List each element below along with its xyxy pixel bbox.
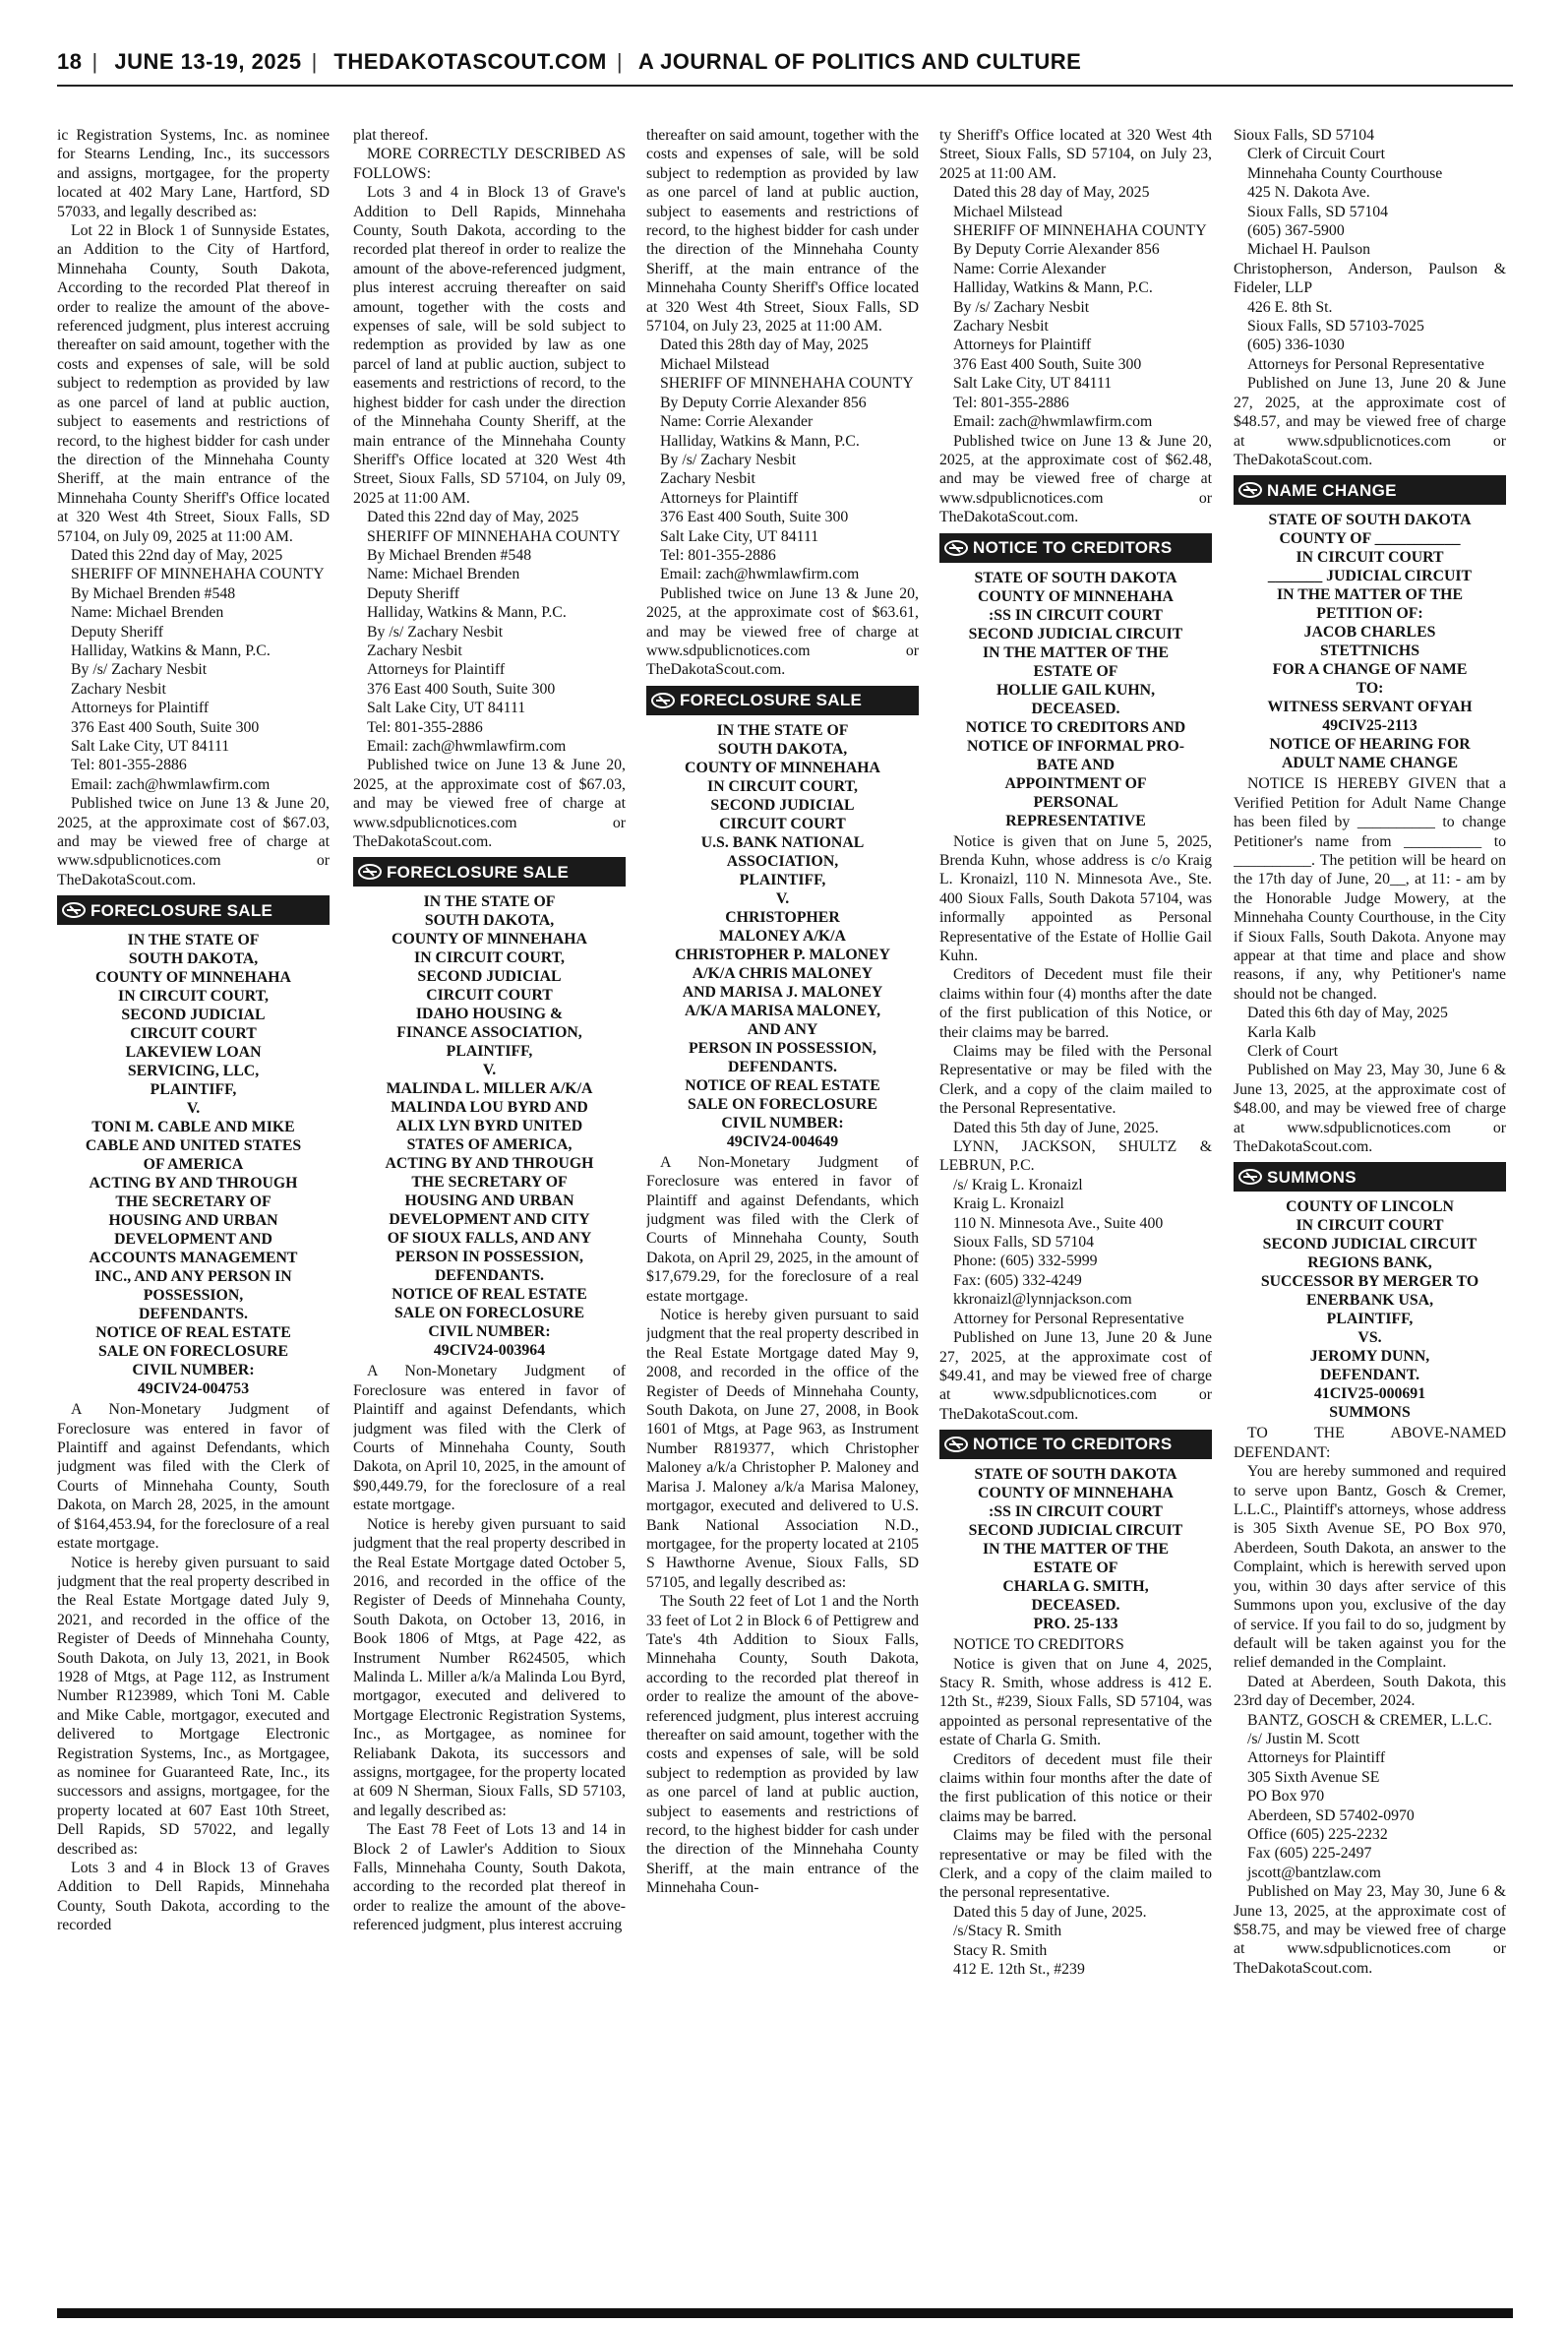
- caption-line: SERVICING, LLC,: [127, 1063, 260, 1080]
- caption-line: CIVIL NUMBER:: [132, 1362, 255, 1379]
- notice-paragraph: Christopherson, Anderson, Paulson & Fideler, LLP: [1234, 260, 1506, 297]
- caption-line: V.: [775, 889, 790, 907]
- caption-line: DECEASED.: [1031, 700, 1120, 717]
- notice-paragraph: Tel: 801-355-2886: [367, 718, 483, 736]
- caption-line: CIRCUIT COURT: [426, 987, 553, 1005]
- caption-line: IN CIRCUIT COURT,: [118, 988, 269, 1006]
- caption-line: ASSOCIATION,: [726, 852, 839, 870]
- section-banner-label: SUMMONS: [1267, 1167, 1357, 1187]
- caption-line: REGIONS BANK,: [1307, 1254, 1432, 1272]
- notice-paragraph: PO Box 970: [1247, 1788, 1325, 1805]
- notice-paragraph: MORE CORRECTLY DESCRIBED AS FOLLOWS:: [353, 146, 626, 182]
- caption-line: HOUSING AND URBAN: [108, 1212, 278, 1230]
- notice-paragraph: Office (605) 225-2232: [1247, 1825, 1388, 1843]
- notice-paragraph: Dated at Aberdeen, South Dakota, this 23rd day of December, 2024.: [1234, 1673, 1506, 1710]
- caption-line: IDAHO HOUSING &: [415, 1006, 564, 1023]
- caption-line: IN CIRCUIT COURT: [1296, 549, 1444, 567]
- notice-paragraph: Published twice on June 13 & June 20, 2025, at the approximate cost of $62.48, and may be viewed free of charge at www.sdpublicnotices.com or TheDakotaScout.com.: [939, 432, 1212, 526]
- caption-line: LAKEVIEW LOAN: [125, 1044, 262, 1062]
- caption-line: PERSON IN POSSESSION,: [689, 1039, 876, 1057]
- notice-paragraph: Published on May 23, May 30, June 6 & June 13, 2025, at the approximate cost of $48.00, and may be viewed free of charge at www.sdpublicnotices.com or TheDakotaScout.com.: [1234, 1062, 1506, 1156]
- notice-paragraph: Attorneys for Plaintiff: [660, 489, 799, 507]
- notice-paragraph: Name: Corrie Alexander: [660, 413, 814, 431]
- tagline: A JOURNAL OF POLITICS AND CULTURE: [637, 49, 1082, 74]
- caption-line: SALE ON FORECLOSURE: [97, 1343, 289, 1361]
- caption-line: POSSESSION,: [143, 1287, 244, 1305]
- notice-paragraph: Salt Lake City, UT 84111: [660, 527, 819, 545]
- caption-line: COUNTY OF MINNEHAHA: [392, 931, 587, 948]
- notice-paragraph: Email: zach@hwmlawfirm.com: [71, 775, 271, 793]
- notice-paragraph: 425 N. Dakota Ave.: [1247, 184, 1370, 202]
- caption-line: MALINDA L. MILLER A/K/A: [386, 1080, 593, 1098]
- caption-line: PLAINTIFF,: [446, 1043, 533, 1061]
- notice-paragraph: /s/Stacy R. Smith: [953, 1923, 1062, 1940]
- case-caption: [939, 569, 1212, 830]
- masthead: [57, 49, 1513, 85]
- caption-line: DECEASED.: [1031, 1597, 1120, 1615]
- notice-paragraph: Michael Milstead: [953, 203, 1062, 220]
- section-banner: [939, 533, 1212, 563]
- notice-paragraph: 426 E. 8th St.: [1247, 298, 1333, 316]
- caption-line: :SS IN CIRCUIT COURT: [989, 1503, 1163, 1521]
- caption-line: VS.: [1357, 1329, 1382, 1347]
- caption-line: FINANCE ASSOCIATION,: [396, 1024, 582, 1042]
- notice-paragraph: SHERIFF OF MINNEHAHA COUNTY: [953, 222, 1207, 240]
- caption-line: 41CIV25-000691: [1313, 1385, 1426, 1403]
- notice-paragraph: Attorneys for Personal Representative: [1247, 355, 1484, 373]
- caption-line: DEFENDANT.: [1319, 1367, 1420, 1384]
- notice-paragraph: /s/ Justin M. Scott: [1247, 1730, 1360, 1747]
- caption-line: SECOND JUDICIAL CIRCUIT: [968, 1522, 1183, 1540]
- notice-paragraph: By Deputy Corrie Alexander 856: [953, 241, 1160, 259]
- notice-paragraph: Name: Michael Brenden: [71, 604, 224, 622]
- notice-paragraph: Halliday, Watkins & Mann, P.C.: [367, 604, 567, 622]
- notice-paragraph: Tel: 801-355-2886: [660, 546, 776, 564]
- caption-line: CIVIL NUMBER:: [428, 1323, 551, 1341]
- caption-line: THE SECRETARY OF: [115, 1193, 271, 1211]
- caption-line: STETTNICHS: [1320, 642, 1419, 660]
- caption-line: PERSONAL: [1033, 793, 1118, 811]
- notice-paragraph: Dated this 28 day of May, 2025: [953, 184, 1150, 202]
- caption-line: PLAINTIFF,: [739, 871, 826, 888]
- caption-line: AND MARISA J. MALONEY: [682, 983, 883, 1001]
- case-caption: [353, 892, 626, 1360]
- notice-paragraph: By Deputy Corrie Alexander 856: [660, 394, 867, 411]
- caption-line: JEROMY DUNN,: [1309, 1348, 1430, 1366]
- caption-line: PLAINTIFF,: [150, 1081, 237, 1099]
- caption-line: ALIX LYN BYRD UNITED: [395, 1118, 583, 1135]
- caption-line: IN THE MATTER OF THE: [982, 643, 1169, 661]
- notice-paragraph: A Non-Monetary Judgment of Foreclosure was entered in favor of Plaintiff and against Defendants, which judgment was filed with the Clerk of Courts of Minnehaha County, South Dakota, on April 29, 2025, in the amount of $17,679.29, for the foreclosure of a real estate mortgage.: [646, 1153, 919, 1305]
- caption-line: 49CIV25-2113: [1322, 717, 1417, 735]
- notice-paragraph: 376 East 400 South, Suite 300: [367, 680, 556, 698]
- caption-line: ENERBANK USA,: [1305, 1292, 1434, 1310]
- notice-paragraph: Michael H. Paulson: [1247, 241, 1371, 259]
- caption-line: ACTING BY AND THROUGH: [385, 1155, 594, 1173]
- section-banner: [939, 1430, 1212, 1459]
- notice-paragraph: Deputy Sheriff: [367, 584, 460, 602]
- notice-paragraph: Minnehaha County Courthouse: [1247, 164, 1443, 182]
- caption-line: NOTICE OF REAL ESTATE: [685, 1076, 880, 1094]
- scout-logo-icon: [646, 686, 680, 715]
- notice-paragraph: Stacy R. Smith: [953, 1941, 1048, 1959]
- caption-line: OF AMERICA: [143, 1156, 244, 1174]
- caption-line: COUNTY OF ___________: [1279, 530, 1461, 548]
- notice-paragraph: Attorney for Personal Representative: [953, 1310, 1184, 1327]
- caption-line: IN THE STATE OF: [423, 893, 556, 911]
- caption-line: ACCOUNTS MANAGEMENT: [89, 1250, 298, 1267]
- notice-paragraph: The South 22 feet of Lot 1 and the North 33 feet of Lot 2 in Block 6 of Pettigrew and Tate's 4th Addition to Sioux Falls, Minnehaha County, South Dakota, according to the recorded plat thereof in order to realize the amount of the above-referenced judgment, plus interest accruing thereafter on said amount, together with the costs and expenses of sale, will be sold subject to redemption as provided by law as one parcel of land at public auction, subject to easements and restrictions of record, to the highest bidder for cash under the direction of the Minnehaha County Sheriff, at the main entrance of the Minnehaha Coun-: [646, 1593, 919, 1897]
- notice-paragraph: Phone: (605) 332-5999: [953, 1253, 1098, 1270]
- caption-line: NOTICE OF REAL ESTATE: [392, 1286, 587, 1304]
- notice-paragraph: Dated this 22nd day of May, 2025: [71, 546, 283, 564]
- notice-paragraph: The East 78 Feet of Lots 13 and 14 in Block 2 of Lawler's Addition to Sioux Falls, Minnehaha County, South Dakota, according to the recorded plat thereof in order to realize the amount of the above-referenced judgment, plus interest accruing: [353, 1821, 626, 1934]
- notice-paragraph: thereafter on said amount, together with the costs and expenses of sale, will be sold subject to redemption as provided by law as one parcel of land at public auction, subject to easements and restrictions of record, to the highest bidder for cash under the direction of the Minnehaha County Sheriff, at the main entrance of the Minnehaha County Sheriff's Office located at 320 West 4th Street, Sioux Falls, SD 57104, on July 23, 2025 at 11:00 AM.: [646, 127, 919, 336]
- section-banner-label: NOTICE TO CREDITORS: [973, 1435, 1173, 1454]
- caption-line: IN THE STATE OF: [127, 932, 260, 949]
- caption-line: CIVIL NUMBER:: [721, 1114, 844, 1132]
- caption-line: NOTICE OF INFORMAL PRO-: [966, 737, 1184, 755]
- notice-paragraph: NOTICE TO CREDITORS: [953, 1636, 1124, 1654]
- scout-logo-icon: [939, 1430, 973, 1459]
- caption-line: HOUSING AND URBAN: [404, 1193, 574, 1210]
- masthead-separator: |: [91, 49, 98, 74]
- notice-paragraph: SHERIFF OF MINNEHAHA COUNTY: [660, 375, 914, 393]
- notice-paragraph: By /s/ Zachary Nesbit: [71, 661, 208, 679]
- caption-line: DEFENDANTS.: [727, 1058, 838, 1075]
- case-caption: [646, 721, 919, 1151]
- notice-paragraph: Name: Corrie Alexander: [953, 260, 1107, 277]
- notice-paragraph: Fax: (605) 332-4249: [953, 1271, 1082, 1289]
- notice-paragraph: Aberdeen, SD 57402-0970: [1247, 1806, 1415, 1824]
- caption-line: _______ JUDICIAL CIRCUIT: [1267, 568, 1473, 585]
- caption-line: THE SECRETARY OF: [411, 1174, 568, 1192]
- notice-paragraph: Lot 22 in Block 1 of Sunnyside Estates, an Addition to the City of Hartford, Minnehaha County, South Dakota, According to the recorded Plat thereof in order to realize the amount of the above-referenced judgment, plus interest accruing thereafter on said amount, together with the costs and expenses of sale, will be sold subject to redemption as provided by law as one parcel of land at public auction, subject to easements and restrictions of record, to the highest bidder for cash under the direction of the Minnehaha County Sheriff, at the main entrance of the Minnehaha County Sheriff's Office located at 320 West 4th Street, Sioux Falls, SD 57104, on July 09, 2025 at 11:00 AM.: [57, 222, 330, 545]
- caption-line: CABLE AND UNITED STATES: [85, 1137, 302, 1155]
- notice-paragraph: Attorneys for Plaintiff: [367, 661, 506, 679]
- caption-line: TO:: [1356, 680, 1384, 698]
- caption-line: IN THE MATTER OF THE: [1276, 586, 1463, 604]
- notice-paragraph: 376 East 400 South, Suite 300: [953, 355, 1142, 373]
- caption-line: STATES OF AMERICA,: [406, 1136, 573, 1154]
- masthead-separator: |: [311, 49, 318, 74]
- notice-paragraph: /s/ Kraig L. Kronaizl: [953, 1176, 1083, 1193]
- notice-paragraph: TO THE ABOVE-NAMED DEFENDANT:: [1234, 1425, 1506, 1461]
- caption-line: REPRESENTATIVE: [1005, 812, 1146, 829]
- notice-paragraph: Clerk of Circuit Court: [1247, 146, 1385, 163]
- caption-line: IN CIRCUIT COURT: [1296, 1217, 1444, 1235]
- notice-paragraph: Notice is given that on June 4, 2025, Stacy R. Smith, whose address is 412 E. 12th St., #239, Sioux Falls, SD 57104, was appointed as personal representative of the estate of Charla G. Smith.: [939, 1655, 1212, 1749]
- notice-paragraph: A Non-Monetary Judgment of Foreclosure was entered in favor of Plaintiff and against Defendants, which judgment was filed with the Clerk of Courts of Minnehaha County, South Dakota, on April 10, 2025, in the amount of $90,449.79, for the foreclosure of a real estate mortgage.: [353, 1363, 626, 1514]
- column-1: [57, 126, 330, 2305]
- notice-paragraph: Lots 3 and 4 in Block 13 of Grave's Addition to Dell Rapids, Minnehaha County, South Dakota, according to the recorded plat thereof in order to realize the amount of the above-referenced judgment, plus interest accruing thereafter on said amount, together with the costs and expenses of sale, will be sold subject to redemption as provided by law as one parcel of land at public auction, subject to easements and restrictions of record, to the highest bidder for cash under the direction of the Minnehaha County Sheriff, at the main entrance of the Minnehaha County Sheriff's Office located at 320 West 4th Street, Sioux Falls, SD 57104, on July 09, 2025 at 11:00 AM.: [353, 184, 626, 507]
- caption-line: ESTATE OF: [1033, 1560, 1118, 1577]
- issue-date: JUNE 13-19, 2025: [114, 49, 302, 74]
- notice-paragraph: Dated this 22nd day of May, 2025: [367, 509, 579, 526]
- caption-line: SALE ON FORECLOSURE: [393, 1305, 585, 1322]
- section-banner: [646, 686, 919, 715]
- case-caption: [57, 931, 330, 1398]
- notice-paragraph: Halliday, Watkins & Mann, P.C.: [953, 279, 1153, 297]
- notice-paragraph: 376 East 400 South, Suite 300: [71, 718, 260, 736]
- notice-paragraph: kkronaizl@lynnjackson.com: [953, 1291, 1132, 1309]
- notice-paragraph: Lots 3 and 4 in Block 13 of Graves Addition to Dell Rapids, Minnehaha County, South Dakota, according to the recorded: [57, 1860, 330, 1934]
- scout-logo-icon: [1234, 1162, 1267, 1192]
- notice-paragraph: Email: zach@hwmlawfirm.com: [953, 413, 1153, 431]
- notice-paragraph: Published on June 13, June 20 & June 27, 2025, at the approximate cost of $48.57, and may be viewed free of charge at www.sdpublicnotices.com or TheDakotaScout.com.: [1234, 375, 1506, 468]
- caption-line: TONI M. CABLE AND MIKE: [91, 1119, 295, 1136]
- caption-line: IN CIRCUIT COURT,: [707, 777, 858, 795]
- caption-line: SUMMONS: [1329, 1404, 1411, 1422]
- notice-paragraph: You are hereby summoned and required to serve upon Bantz, Gosch & Cremer, L.L.C., Plaintiff's attorneys, whose address is 305 Sixth Avenue SE, PO Box 970, Aberdeen, South Dakota, an answer to the Complaint, which is herewith served upon you, within 30 days after service of this Summons upon you, exclusive of the day of service. If you fail to do so, judgment by default will be taken against you for the relief demanded in the Complaint.: [1234, 1463, 1506, 1672]
- caption-line: COUNTY OF LINCOLN: [1286, 1198, 1454, 1216]
- caption-line: MALINDA LOU BYRD AND: [391, 1099, 588, 1117]
- caption-line: CIRCUIT COURT: [130, 1025, 257, 1043]
- caption-line: FOR A CHANGE OF NAME: [1272, 661, 1468, 679]
- caption-line: COUNTY OF MINNEHAHA: [685, 759, 880, 776]
- notice-paragraph: Dated this 28th day of May, 2025: [660, 337, 869, 354]
- caption-line: WITNESS SERVANT OFYAH: [1267, 699, 1473, 716]
- notice-paragraph: Email: zach@hwmlawfirm.com: [367, 738, 567, 755]
- notice-paragraph: 412 E. 12th St., #239: [953, 1961, 1085, 1979]
- caption-line: COUNTY OF MINNEHAHA: [978, 1485, 1174, 1502]
- notice-paragraph: Salt Lake City, UT 84111: [953, 375, 1113, 393]
- notice-paragraph: 305 Sixth Avenue SE: [1247, 1768, 1380, 1786]
- caption-line: STATE OF SOUTH DAKOTA: [1268, 512, 1472, 529]
- caption-line: SECOND JUDICIAL: [710, 796, 855, 814]
- top-rule: [57, 85, 1513, 87]
- column-3: [646, 126, 919, 2305]
- notice-paragraph: Zachary Nesbit: [660, 470, 755, 488]
- notice-paragraph: Kraig L. Kronaizl: [953, 1195, 1064, 1213]
- notice-paragraph: Clerk of Court: [1247, 1043, 1339, 1060]
- section-banner: [1234, 1162, 1506, 1192]
- scout-logo-icon: [939, 533, 973, 563]
- case-caption: [1234, 511, 1506, 772]
- notice-paragraph: Halliday, Watkins & Mann, P.C.: [660, 432, 860, 450]
- notice-paragraph: ic Registration Systems, Inc. as nominee for Stearns Lending, Inc., its successors and assigns, mortgagee, for the property located at 402 Mary Lane, Hartford, SD 57033, and legally described as:: [57, 127, 330, 220]
- notice-paragraph: Claims may be filed with the personal representative or may be filed with the Clerk, and a copy of the claim mailed to the personal representative.: [939, 1827, 1212, 1902]
- caption-line: DEVELOPMENT AND CITY: [389, 1211, 590, 1229]
- notice-paragraph: Published twice on June 13 & June 20, 2025, at the approximate cost of $63.61, and may be viewed free of charge at www.sdpublicnotices.com or TheDakotaScout.com.: [646, 584, 919, 679]
- notice-paragraph: Published twice on June 13 & June 20, 2025, at the approximate cost of $67.03, and may be viewed free of charge at www.sdpublicnotices.com or TheDakotaScout.com.: [57, 795, 330, 888]
- notice-paragraph: SHERIFF OF MINNEHAHA COUNTY: [367, 527, 621, 545]
- notice-paragraph: Attorneys for Plaintiff: [1247, 1749, 1386, 1767]
- caption-line: SECOND JUDICIAL: [121, 1007, 266, 1024]
- section-banner: [353, 857, 626, 887]
- caption-line: PLAINTIFF,: [1326, 1311, 1414, 1328]
- notice-paragraph: By /s/ Zachary Nesbit: [367, 623, 504, 641]
- notice-paragraph: Deputy Sheriff: [71, 623, 164, 641]
- caption-line: SECOND JUDICIAL CIRCUIT: [1262, 1236, 1478, 1254]
- notice-paragraph: NOTICE IS HEREBY GIVEN that a Verified Petition for Adult Name Change has been filed by __________ to change Petitioner's name from __________ to __________. The petition will be heard on the 17th day of June, 20__, at 11: - am by the Honorable Judge Mowery, at the Minnehaha County Courthouse, in the City if Sioux Falls, South Dakota. Anyone may appear at that time and place and show reasons, if any, why Petitioner's name should not be changed.: [1234, 775, 1506, 1003]
- caption-line: NOTICE OF HEARING FOR: [1269, 736, 1471, 754]
- column-4: [939, 126, 1212, 2305]
- caption-line: MALONEY A/K/A: [719, 927, 846, 945]
- notice-paragraph: Notice is hereby given pursuant to said judgment that the real property described in the Real Estate Mortgage dated July 9, 2021, and recorded in the office of the Register of Deeds of Minnehaha County, South Dakota, on July 13, 2021, in Book 1928 of Mtgs, at Page 112, as Instrument Number R123989, which Toni M. Cable and Mike Cable, mortgagor, executed and delivered to Mortgage Electronic Registration Systems, Inc., as Mortgagee, as nominee for Guaranteed Rate, Inc., its successors and assigns, mortgagee, for the property located at 607 East 10th Street, Dell Rapids, SD 57022, and legally described as:: [57, 1554, 330, 1858]
- notice-paragraph: Attorneys for Plaintiff: [953, 337, 1092, 354]
- notice-paragraph: Published on June 13, June 20 & June 27, 2025, at the approximate cost of $49.41, and may be viewed free of charge at www.sdpublicnotices.com or TheDakotaScout.com.: [939, 1329, 1212, 1423]
- notice-paragraph: By /s/ Zachary Nesbit: [660, 451, 797, 468]
- notice-paragraph: Email: zach@hwmlawfirm.com: [660, 566, 860, 583]
- caption-line: COUNTY OF MINNEHAHA: [978, 587, 1174, 605]
- notice-paragraph: Notice is given that on June 5, 2025, Brenda Kuhn, whose address is c/o Kraig L. Kronaizl, 110 N. Minnesota Ave., Ste. 400 Sioux Falls, South Dakota 57104, was informally appointed as Personal Representative of the Estate of Hollie Gail Kuhn.: [939, 832, 1212, 964]
- caption-line: A/K/A MARISA MALONEY,: [684, 1002, 881, 1019]
- caption-line: 49CIV24-004649: [726, 1132, 839, 1150]
- case-caption: [1234, 1197, 1506, 1422]
- caption-line: CHRISTOPHER P. MALONEY: [675, 946, 890, 963]
- notice-paragraph: Fax (605) 225-2497: [1247, 1845, 1372, 1863]
- notice-paragraph: Sioux Falls, SD 57104: [1247, 203, 1389, 220]
- caption-line: IN THE STATE OF: [716, 721, 849, 739]
- column-2: [353, 126, 626, 2305]
- notice-paragraph: Notice is hereby given pursuant to said judgment that the real property described in the Real Estate Mortgage dated October 5, 2016, and recorded in the office of the Register of Deeds of Minnehaha County, South Dakota, on October 13, 2016, in Book 1806 of Mtgs, at Page 422, as Instrument Number R624505, which Malinda L. Miller a/k/a Malinda Lou Byrd, mortgagor, executed and delivered to Mortgage Electronic Registration Systems, Inc., as Mortgagee, as nominee for Reliabank Dakota, its successors and assigns, mortgagee, for the property located at 609 N Sherman, Sioux Falls, SD 57103, and legally described as:: [353, 1515, 626, 1819]
- notice-paragraph: Halliday, Watkins & Mann, P.C.: [71, 642, 271, 659]
- caption-line: STATE OF SOUTH DAKOTA: [974, 569, 1177, 586]
- section-banner: [57, 895, 330, 925]
- notice-paragraph: Published on May 23, May 30, June 6 & June 13, 2025, at the approximate cost of $58.75, and may be viewed free of charge at www.sdpublicnotices.com or TheDakotaScout.com.: [1234, 1883, 1506, 1977]
- page-number: 18: [57, 49, 83, 74]
- notice-paragraph: Dated this 5th day of June, 2025.: [953, 1119, 1159, 1136]
- notice-paragraph: By Michael Brenden #548: [71, 584, 236, 602]
- caption-line: CHRISTOPHER: [725, 908, 840, 926]
- caption-line: SOUTH DAKOTA,: [128, 950, 259, 968]
- notice-paragraph: Creditors of decedent must file their claims within four months after the date of the first publication of this notice or their claims may be barred.: [939, 1750, 1212, 1825]
- caption-line: ACTING BY AND THROUGH: [89, 1175, 298, 1193]
- scout-logo-icon: [353, 857, 387, 887]
- notice-paragraph: Tel: 801-355-2886: [71, 757, 187, 774]
- section-banner-label: FORECLOSURE SALE: [680, 691, 863, 710]
- notice-paragraph: Zachary Nesbit: [71, 680, 166, 698]
- masthead-separator: |: [616, 49, 624, 74]
- notice-paragraph: Karla Kalb: [1247, 1023, 1316, 1041]
- caption-line: ADULT NAME CHANGE: [1281, 755, 1459, 772]
- notice-paragraph: Creditors of Decedent must file their claims within four (4) months after the date of the first publication of this Notice, or their claims may be barred.: [939, 966, 1212, 1041]
- scout-logo-icon: [57, 895, 90, 925]
- notice-paragraph: By /s/ Zachary Nesbit: [953, 298, 1090, 316]
- caption-line: INC., AND ANY PERSON IN: [94, 1268, 292, 1286]
- caption-line: SECOND JUDICIAL CIRCUIT: [968, 625, 1183, 642]
- caption-line: A/K/A CHRIS MALONEY: [692, 964, 874, 982]
- notice-paragraph: BANTZ, GOSCH & CREMER, L.L.C.: [1247, 1711, 1492, 1729]
- section-banner: [1234, 475, 1506, 505]
- caption-line: PETITION OF:: [1316, 605, 1423, 623]
- notice-paragraph: plat thereof.: [353, 127, 429, 144]
- notice-paragraph: Zachary Nesbit: [367, 642, 462, 659]
- caption-line: V.: [482, 1062, 497, 1079]
- caption-line: 49CIV24-004753: [137, 1380, 250, 1398]
- notice-paragraph: Name: Michael Brenden: [367, 566, 520, 583]
- caption-line: U.S. BANK NATIONAL: [700, 833, 865, 851]
- notice-paragraph: Michael Milstead: [660, 355, 769, 373]
- caption-line: SALE ON FORECLOSURE: [687, 1095, 878, 1113]
- notice-paragraph: (605) 336-1030: [1247, 337, 1345, 354]
- caption-line: SOUTH DAKOTA,: [717, 740, 848, 758]
- caption-line: IN THE MATTER OF THE: [982, 1541, 1169, 1559]
- caption-line: AND ANY: [747, 1020, 818, 1038]
- caption-line: SOUTH DAKOTA,: [424, 912, 555, 930]
- caption-line: DEVELOPMENT AND: [114, 1231, 272, 1249]
- caption-line: IN CIRCUIT COURT,: [414, 949, 565, 967]
- notice-paragraph: Dated this 5 day of June, 2025.: [953, 1903, 1147, 1921]
- notice-paragraph: jscott@bantzlaw.com: [1247, 1864, 1381, 1881]
- caption-line: CIRCUIT COURT: [719, 815, 846, 832]
- bottom-rule: [57, 2308, 1513, 2318]
- notice-paragraph: LYNN, JACKSON, SHULTZ & LEBRUN, P.C.: [939, 1138, 1212, 1175]
- notice-paragraph: Attorneys for Plaintiff: [71, 700, 210, 717]
- caption-line: PRO. 25-133: [1033, 1616, 1118, 1633]
- section-banner-label: NOTICE TO CREDITORS: [973, 537, 1173, 557]
- caption-line: SECOND JUDICIAL: [417, 968, 562, 986]
- notice-paragraph: By Michael Brenden #548: [367, 546, 532, 564]
- notice-paragraph: 110 N. Minnesota Ave., Suite 400: [953, 1214, 1164, 1232]
- caption-line: DEFENDANTS.: [138, 1306, 249, 1323]
- notice-paragraph: Salt Lake City, UT 84111: [367, 700, 526, 717]
- notice-paragraph: A Non-Monetary Judgment of Foreclosure was entered in favor of Plaintiff and against Defendants, which judgment was filed with the Clerk of Courts of Minnehaha County, South Dakota, on March 28, 2025, in the amount of $164,453.94, for the foreclosure of a real estate mortgage.: [57, 1401, 330, 1553]
- column-5: [1234, 126, 1506, 2305]
- caption-line: :SS IN CIRCUIT COURT: [989, 606, 1163, 624]
- scout-logo-icon: [1234, 475, 1267, 505]
- notice-paragraph: Sioux Falls, SD 57104: [1234, 127, 1375, 144]
- notice-paragraph: Dated this 6th day of May, 2025: [1247, 1005, 1448, 1022]
- section-banner-label: FORECLOSURE SALE: [90, 900, 273, 920]
- notice-paragraph: Sioux Falls, SD 57103-7025: [1247, 318, 1424, 336]
- notice-paragraph: 376 East 400 South, Suite 300: [660, 509, 849, 526]
- caption-line: NOTICE TO CREDITORS AND: [965, 718, 1186, 736]
- caption-line: STATE OF SOUTH DAKOTA: [974, 1466, 1177, 1484]
- notice-paragraph: Tel: 801-355-2886: [953, 394, 1069, 411]
- notice-paragraph: (605) 367-5900: [1247, 222, 1345, 240]
- caption-line: JACOB CHARLES: [1303, 624, 1436, 642]
- site-name[interactable]: THEDAKOTASCOUT.COM: [333, 49, 607, 74]
- caption-line: PERSON IN POSSESSION,: [395, 1249, 583, 1266]
- caption-line: COUNTY OF MINNEHAHA: [95, 969, 291, 987]
- section-banner-label: FORECLOSURE SALE: [387, 862, 570, 882]
- caption-line: NOTICE OF REAL ESTATE: [95, 1324, 291, 1342]
- caption-line: V.: [186, 1100, 201, 1118]
- section-banner-label: NAME CHANGE: [1267, 480, 1397, 500]
- caption-line: APPOINTMENT OF: [1004, 774, 1147, 792]
- notice-paragraph: Claims may be filed with the Personal Representative or may be filed with the Clerk, and a copy of the claim mailed to the Personal Representative.: [939, 1043, 1212, 1118]
- caption-line: HOLLIE GAIL KUHN,: [995, 681, 1156, 699]
- notice-paragraph: Published twice on June 13 & June 20, 2025, at the approximate cost of $67.03, and may be viewed free of charge at www.sdpublicnotices.com or TheDakotaScout.com.: [353, 757, 626, 851]
- notice-paragraph: Salt Lake City, UT 84111: [71, 738, 230, 755]
- notice-paragraph: ty Sheriff's Office located at 320 West 4th Street, Sioux Falls, SD 57104, on July 23, 2025 at 11:00 AM.: [939, 127, 1212, 182]
- notice-paragraph: Sioux Falls, SD 57104: [953, 1234, 1095, 1252]
- caption-line: SUCCESSOR BY MERGER TO: [1260, 1273, 1479, 1291]
- notice-paragraph: Zachary Nesbit: [953, 318, 1049, 336]
- caption-line: DEFENDANTS.: [434, 1267, 545, 1285]
- caption-line: OF SIOUX FALLS, AND ANY: [387, 1230, 592, 1248]
- notice-paragraph: SHERIFF OF MINNEHAHA COUNTY: [71, 566, 325, 583]
- caption-line: ESTATE OF: [1033, 662, 1118, 680]
- case-caption: [939, 1465, 1212, 1633]
- caption-line: CHARLA G. SMITH,: [1002, 1578, 1149, 1596]
- caption-line: 49CIV24-003964: [433, 1342, 546, 1360]
- notice-paragraph: Notice is hereby given pursuant to said judgment that the real property described in the Real Estate Mortgage dated May 9, 2008, and recorded in the office of the Register of Deeds of Minnehaha County, South Dakota, on June 27, 2008, in Book 1601 of Mtgs, at Page 963, as Instrument Number R819377, which Christopher Maloney a/k/a Christopher P. Maloney and Marisa J. Maloney a/k/a Marisa Maloney, mortgagor, executed and delivered to U.S. Bank National Association N.D., mortgagee, for the property located at 2105 S Hawthorne Avenue, Sioux Falls, SD 57105, and legally described as:: [646, 1307, 919, 1591]
- caption-line: BATE AND: [1036, 756, 1116, 773]
